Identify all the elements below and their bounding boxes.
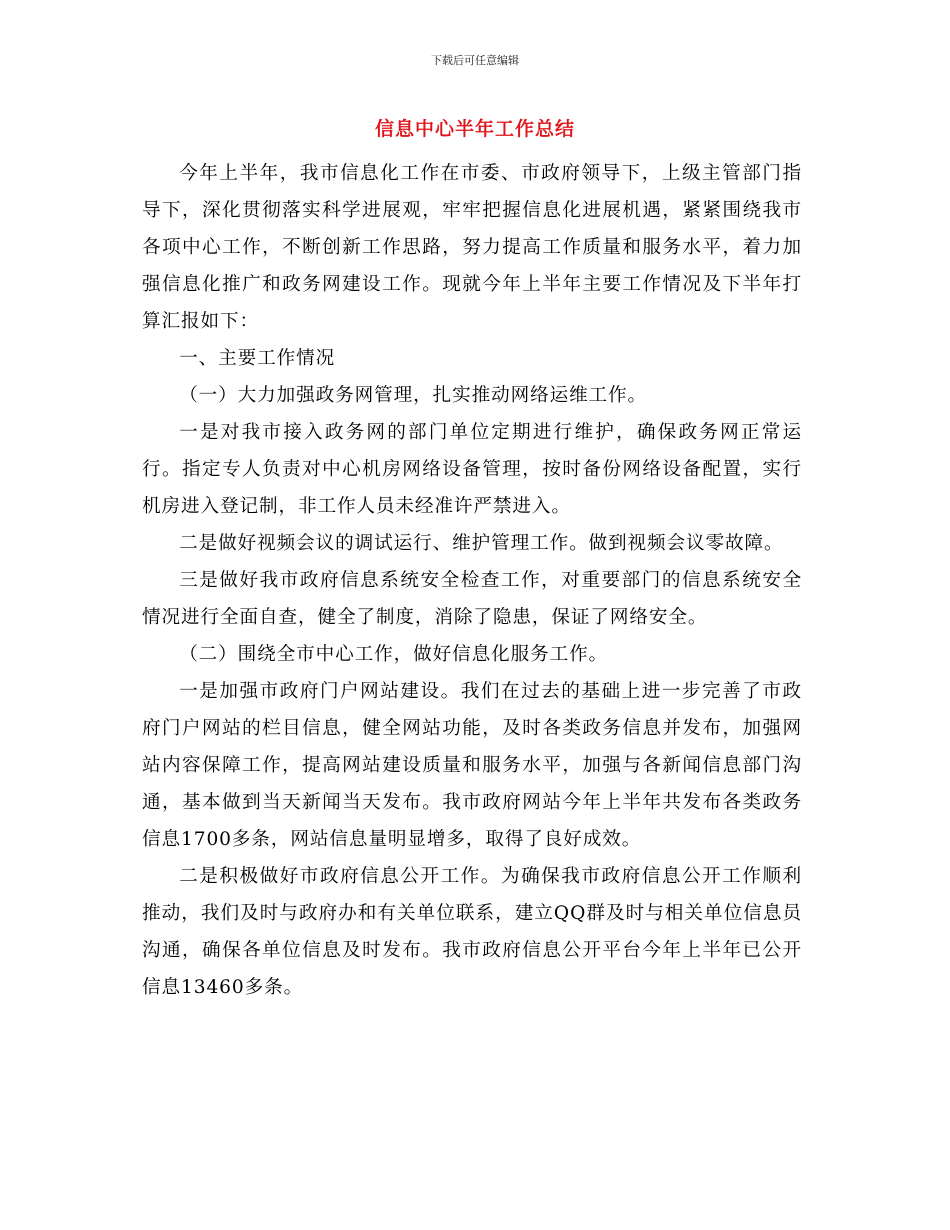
paragraph-network-3: 三是做好我市政府信息系统安全检查工作，对重要部门的信息系统安全情况进行全面自查，健全了制度，消除了隐患，保证了网络安全。: [142, 570, 802, 628]
paragraph-network-2: 二是做好视频会议的调试运行、维护管理工作。做到视频会议零故障。: [179, 533, 784, 554]
subsection-heading-network: （一）大力加强政务网管理，扎实推动网络运维工作。: [179, 385, 648, 406]
section-heading-main-work: 一、主要工作情况: [179, 348, 336, 369]
page-header-note: 下载后可任意编辑: [431, 54, 519, 67]
paragraph-service-1: 一是加强市政府门户网站建设。我们在过去的基础上进一步完善了市政府门户网站的栏目信息，健全网站功能，及时各类政务信息并发布，加强网站内容保障工作，提高网站建设质量和服务水平，加强与各新闻信息部门沟通，基本做到当天新闻当天发布。我市政府网站今年上半年共发布各类政务信息1700多条，网站信息量明显增多，取得了良好成效。: [142, 681, 802, 850]
paragraph-network-1: 一是对我市接入政务网的部门单位定期进行维护，确保政务网正常运行。指定专人负责对中心机房网络设备管理，按时备份网络设备配置，实行机房进入登记制，非工作人员未经准许严禁进入。: [142, 422, 802, 517]
subsection-heading-service: （二）围绕全市中心工作，做好信息化服务工作。: [179, 644, 609, 665]
paragraph-intro: 今年上半年，我市信息化工作在市委、市政府领导下，上级主管部门指导下，深化贯彻落实科学进展观，牢牢把握信息化进展机遇，紧紧围绕我市各项中心工作，不断创新工作思路，努力提高工作质量和服务水平，着力加强信息化推广和政务网建设工作。现就今年上半年主要工作情况及下半年打算汇报如下：: [142, 163, 802, 332]
paragraph-service-2: 二是积极做好市政府信息公开工作。为确保我市政府信息公开工作顺利推动，我们及时与政府办和有关单位联系，建立QQ群及时与相关单位信息员沟通，确保各单位信息及时发布。我市政府信息公开平台今年上半年已公开信息13460多条。: [142, 866, 802, 998]
document-body: [142, 155, 802, 1006]
document-title: 信息中心半年工作总结: [374, 118, 575, 140]
